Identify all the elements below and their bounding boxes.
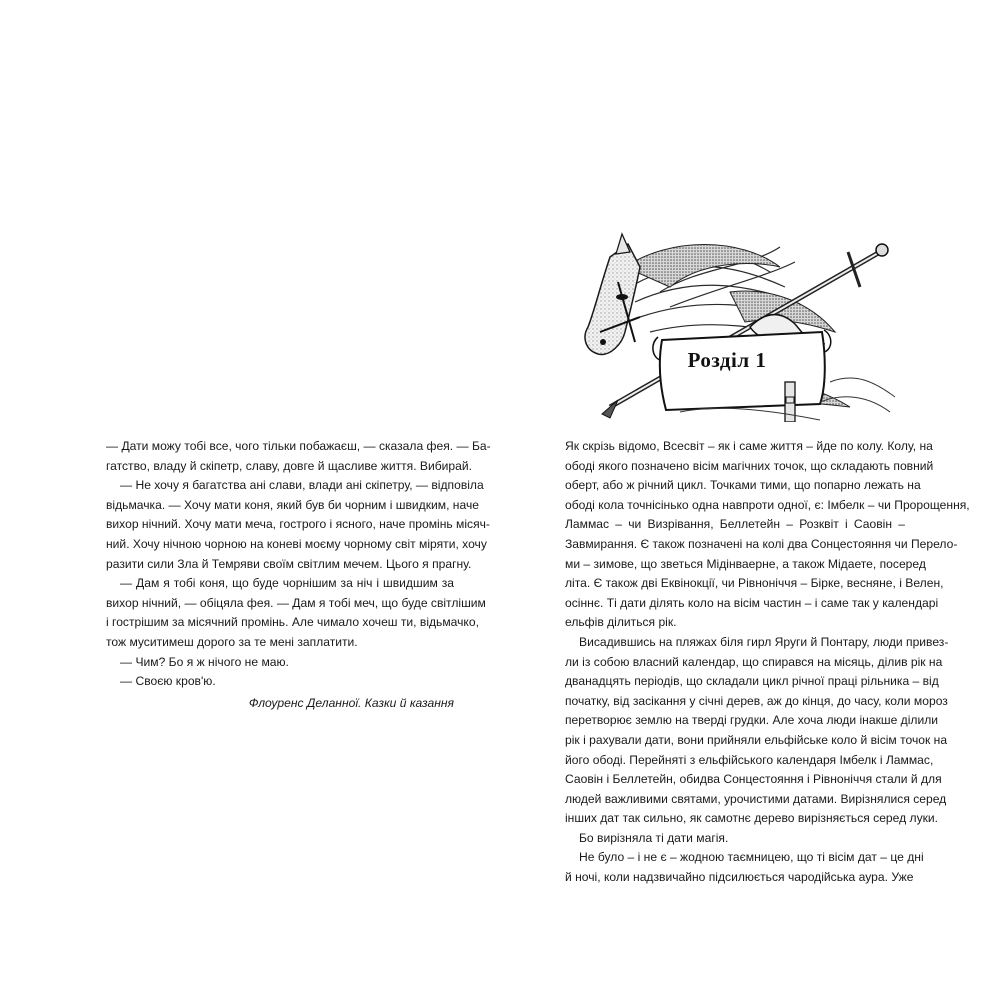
body-line: дванадцять періодів, що складали цикл річної праці рільника – від (565, 674, 939, 689)
right-page (500, 0, 1000, 1000)
body-line: перетворює землю на тверді грудки. Але хоча люди інакше ділили (565, 713, 939, 728)
epigraph-line: разити сили Зла й Темряви своїм світлим мечем. Цього я прагну. (106, 556, 472, 571)
epigraph-line: гатство, владу й скіпетр, славу, довге й щасливе життя. Вибирай. (106, 458, 472, 473)
chapter-body (565, 437, 970, 888)
epigraph-line: відьмачка. — Хочу мати коня, який був би чорним і швидким, наче (106, 497, 479, 512)
epigraph-line: — Дати можу тобі все, чого тільки побажаєш, — сказала фея. — Ба- (106, 439, 491, 453)
epigraph-line: — Дам я тобі коня, що буде чорнішим за ніч і швидшим за (120, 576, 454, 591)
body-line: Висадившись на пляжах біля гирл Яруги й Понтару, люди привез- (579, 634, 949, 649)
epigraph-line: вихор нічний. Хочу мати меча, гострого і ясного, наче промінь місяч- (106, 517, 490, 532)
body-line: ободі кола точнісінько одна навпроти одної, є: Імбелк – чи Пророщення, (565, 497, 970, 512)
body-line: ободі якого позначено вісім магічних точок, що складають повний (565, 458, 934, 473)
body-line: осіннє. Ті дати ділять коло на вісім частин – і саме так у календарі (565, 595, 939, 610)
body-line: рік і рахували дати, вони прийняли ельфійське коло й вісім точок на (565, 732, 948, 747)
chapter-title: Розділ 1 (687, 348, 767, 372)
epigraph-line: — Не хочу я багатства ані слави, влади ані скіпетру, — відповіла (120, 478, 484, 493)
epigraph (106, 437, 491, 713)
epigraph-line: — Чим? Бо я ж нічого не маю. (120, 654, 289, 669)
body-line: інших дат так сильно, як самотнє дерево вирізняється серед луки. (565, 811, 939, 826)
body-line: оберт, або ж річний цикл. Точками тими, що попарно лежать на (565, 478, 921, 493)
epigraph-line: вихор нічний, — обіцяла фея. — Дам я тобі меч, що буде світлішим (106, 595, 486, 610)
body-line: людей важливими святами, урочистими датами. Вирізнялися серед (565, 791, 947, 806)
body-line: його ободі. Перейняті з ельфійського календаря Імбелк і Ламмас, (565, 752, 934, 767)
body-line: початку, від засікання у січні дерев, аж до кінця, до часу, коли мороз (565, 693, 948, 708)
epigraph-line: — Своєю кров'ю. (120, 674, 216, 689)
body-line: Як скрізь відомо, Всесвіт – як і саме життя – йде по колу. Колу, на (565, 439, 933, 453)
horse-banner-illustration (580, 232, 900, 422)
body-line: Не було – і не є – жодною таємницею, що ті вісім дат – це дні (579, 850, 924, 865)
body-line: Саовін і Беллетейн, обидва Сонцестояння і Рівноніччя стали й для (565, 772, 942, 787)
body-line: ельфів ділиться рік. (565, 615, 677, 630)
epigraph-line: тож муситимеш дорого за те мені заплатити. (106, 634, 358, 649)
body-line: Завмирання. Є також позначені на колі два Сонцестояння чи Перело- (565, 536, 958, 551)
epigraph-line: і гострішим за місячний промінь. Але чимало хочеш ти, відьмачко, (106, 615, 479, 630)
body-line: ли із собою власний календар, що спирався на місяць, ділив рік на (565, 654, 943, 669)
body-line: Бо вирізняла ті дати магія. (579, 830, 729, 845)
epigraph-attribution: Флоуренс Деланної. Казки й казання (248, 695, 454, 710)
epigraph-line: ний. Хочу нічною чорною на коневі моєму чорному світ міряти, хочу (106, 536, 487, 551)
body-line: літа. Є також дві Еквінокції, чи Рівноніччя – Бірке, весняне, і Велен, (565, 576, 944, 591)
body-line: ми – зимове, що зветься Мідінваерне, а також Мідаете, посеред (565, 556, 926, 571)
body-line: Ламмас – чи Визрівання, Беллетейн – Розквіт і Саовін – (565, 517, 905, 532)
chapter-illustration (580, 232, 900, 422)
body-line: й ночі, коли надзвичайно підсилюється чародійська аура. Уже (565, 870, 914, 885)
